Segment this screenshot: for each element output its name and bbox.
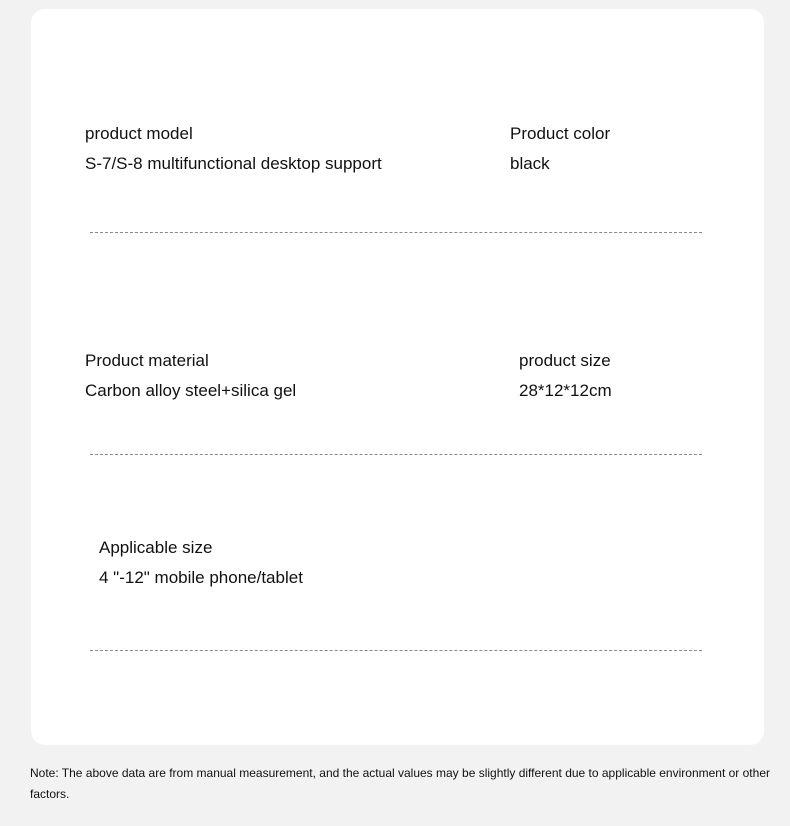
spec-value: black [510,154,550,173]
spec-label: product size [519,351,611,370]
measurement-note: Note: The above data are from manual measurement, and the actual values may be slightly different due to applicable environment or other factors. [30,766,770,801]
dashed-divider [90,232,702,233]
spec-applicable-size [99,533,303,593]
spec-product-size [519,346,612,406]
spec-value: 4 "-12" mobile phone/tablet [99,568,303,587]
spec-label: Applicable size [99,538,213,557]
spec-value: Carbon alloy steel+silica gel [85,381,297,400]
dashed-divider [90,454,702,455]
spec-product-model [85,119,382,179]
spec-label: Product material [85,351,209,370]
spec-value: S-7/S-8 multifunctional desktop support [85,154,382,173]
spec-product-color [510,119,610,179]
spec-product-material [85,346,296,406]
spec-label: Product color [510,124,611,143]
spec-label: product model [85,124,193,143]
spec-value: 28*12*12cm [519,381,612,400]
spec-card [31,9,764,745]
dashed-divider [90,650,702,651]
